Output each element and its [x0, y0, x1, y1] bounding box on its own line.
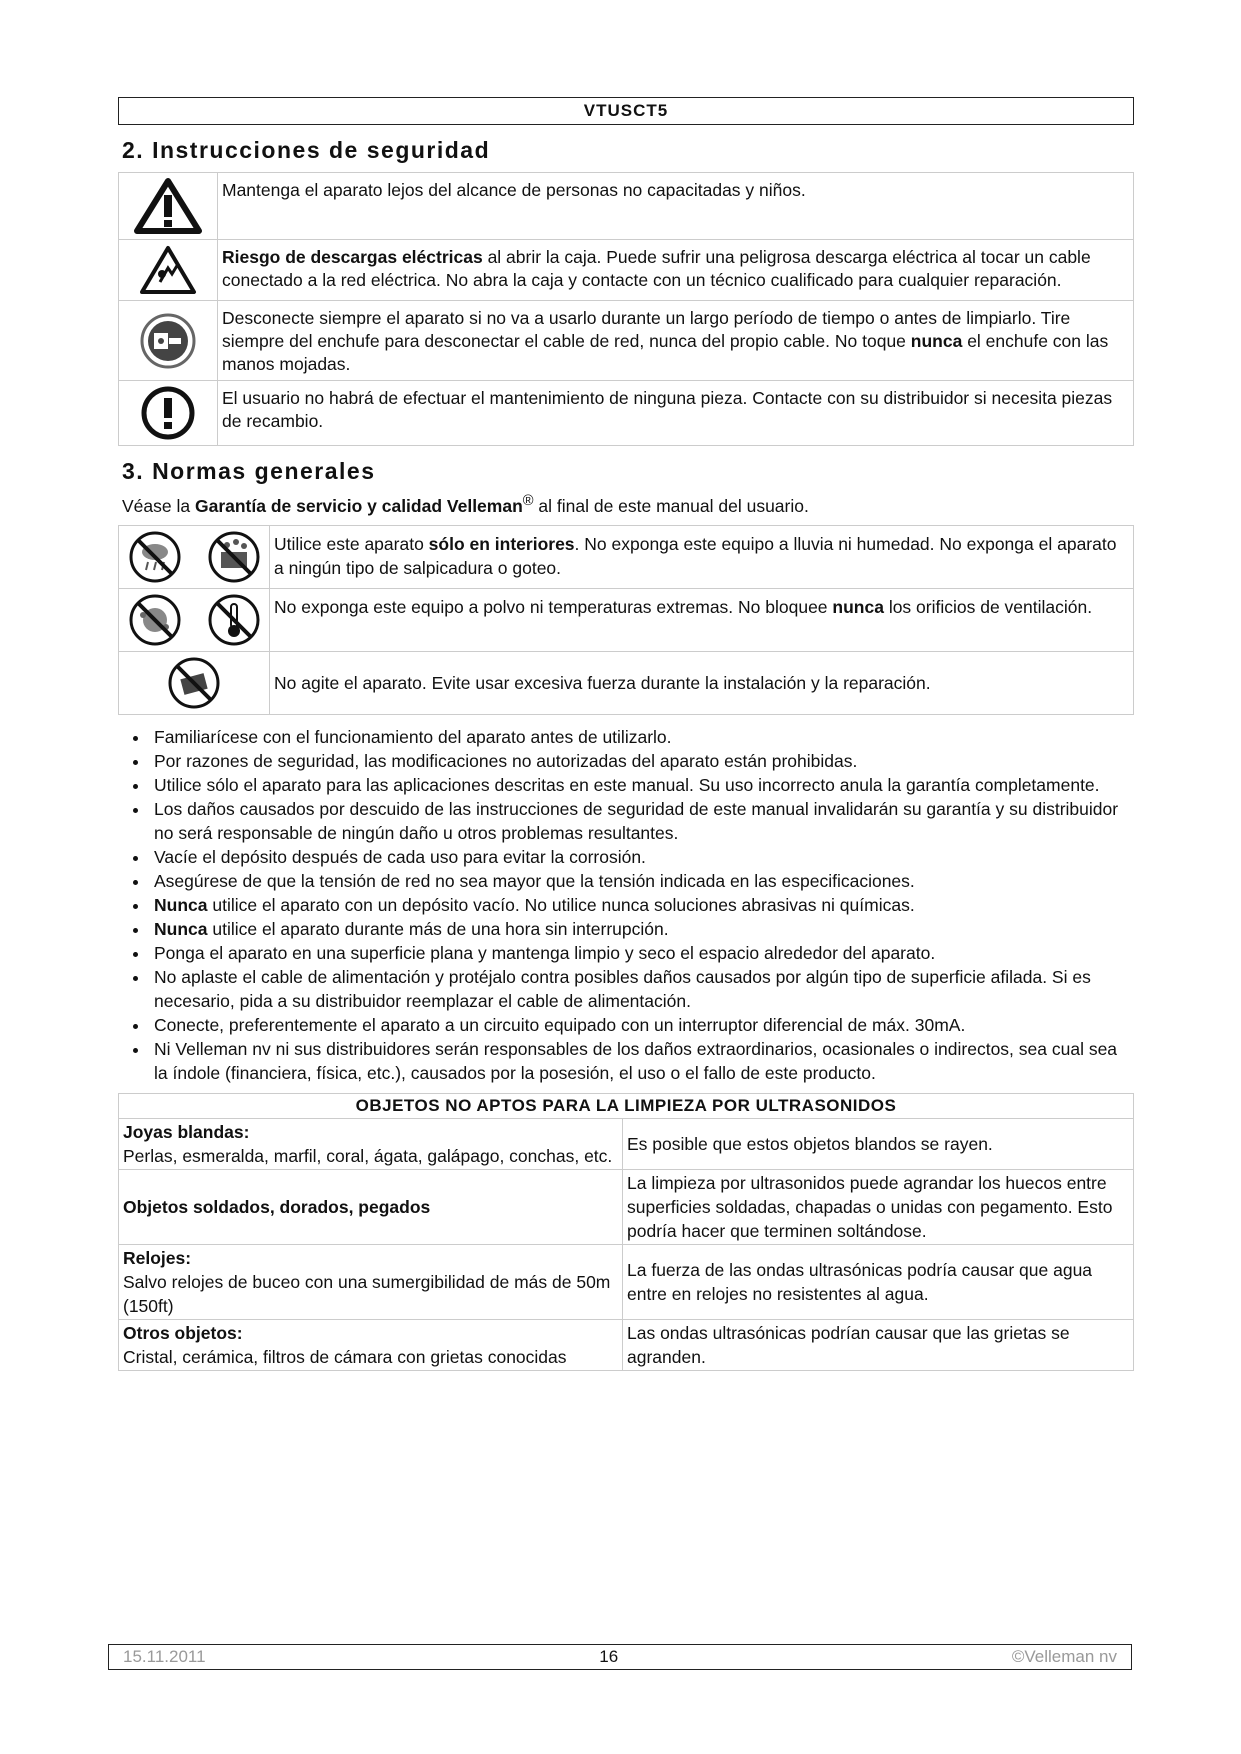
electric-shock-icon [138, 244, 198, 296]
list-item: • Utilice sólo el aparato para las aplicaciones descritas en este manual. Su uso incorrecto anula la garantía completamente. [150, 773, 1134, 797]
no-shaking-icon [167, 656, 221, 710]
footer-copyright: ©Velleman nv [1011, 1647, 1117, 1666]
list-item: • Conecte, preferentemente el aparato a un circuito equipado con un interruptor diferencial de máx. 30mA. [150, 1013, 1134, 1037]
safety-row [119, 240, 1134, 301]
footer-date: 15.11.2011 [123, 1647, 206, 1666]
unplug-icon [139, 312, 197, 370]
list-item: • No aplaste el cable de alimentación y protéjalo contra posibles daños causados por algún tipo de superficie afilada. Si es necesario, pida a su distribuidor reemplazar el cable de alimentación. [150, 965, 1134, 1013]
list-item: • Ponga el aparato en una superficie plana y mantenga limpio y seco el espacio alrededor del aparato. [150, 941, 1134, 965]
header-box [118, 97, 1134, 125]
table-row: Relojes: Salvo relojes de buceo con una sumergibilidad de más de 50m (150ft) La fuerza de las ondas ultrasónicas podría causar que agua entre en relojes no resistentes al agua. [119, 1244, 1134, 1319]
no-temperature-icon [207, 593, 261, 647]
safety-bold: Riesgo de descargas eléctricas [222, 247, 483, 267]
section3-title: 3. Normas generales [122, 458, 376, 484]
no-splash-icon [207, 530, 261, 584]
section3-intro: Véase la Garantía de servicio y calidad Velleman® al final de este manual del usuario. [122, 493, 809, 516]
list-item: • Por razones de seguridad, las modificaciones no autorizadas del aparato están prohibidas. [150, 749, 1134, 773]
list-item: • Vacíe el depósito después de cada uso para evitar la corrosión. [150, 845, 1134, 869]
table-row: Joyas blandas: Perlas, esmeralda, marfil, coral, ágata, galápago, conchas, etc. Es posible que estos objetos blandos se rayen. [119, 1118, 1134, 1169]
list-item: • Ni Velleman nv ni sus distribuidores serán responsables de los daños extraordinarios, ocasionales o indirectos, sea cual sea la índole (financiera, física, etc.), causados por la posesión, el uso o el fallo de este producto. [150, 1037, 1134, 1085]
list-item: • Nunca utilice el aparato durante más de una hora sin interrupción. [150, 917, 1134, 941]
safety-text: Desconecte siempre el aparato si no va a usarlo durante un largo período de tiempo o antes de limpiarlo. Tire siempre del enchufe para desconectar el cable de red, nunca del propio cable. No toque [222, 308, 1071, 351]
warranty-name: Garantía de servicio y calidad Velleman [194, 495, 523, 516]
page-number: 16 [599, 1647, 619, 1666]
footer [108, 1644, 1132, 1670]
general-bold: sólo en interiores [428, 533, 575, 554]
exclamation-circle-icon [140, 385, 196, 441]
safety-row [119, 301, 1134, 381]
objects-table-title: OBJETOS NO APTOS PARA LA LIMPIEZA POR ULTRASONIDOS [119, 1093, 1134, 1118]
safety-text: Mantenga el aparato lejos del alcance de personas no capacitadas y niños. [222, 180, 806, 200]
safety-row [119, 381, 1134, 446]
list-item: • Familiarícese con el funcionamiento del aparato antes de utilizarlo. [150, 725, 1134, 749]
bullet-list [118, 725, 1134, 1085]
general-row: Utilice este aparato sólo en interiores. No exponga este equipo a lluvia ni humedad. No exponga el aparato a ningún tipo de salpicadura o goteo. [119, 525, 1134, 588]
safety-row [119, 173, 1134, 240]
table-row: Otros objetos: Cristal, cerámica, filtros de cámara con grietas conocidas Las ondas ultrasónicas podrían causar que las grietas se agranden. [119, 1319, 1134, 1370]
general-table [118, 525, 1134, 715]
safety-text: El usuario no habrá de efectuar el mantenimiento de ninguna pieza. Contacte con su distribuidor si necesita piezas de recambio. [222, 388, 1113, 431]
safety-text: al abrir la caja. Puede sufrir una peligrosa descarga eléctrica al tocar un cable conectado a la red eléctrica. No abra la caja y contacte con un técnico cualificado para cualquier reparación. [222, 247, 1091, 290]
page [118, 97, 1134, 1371]
safety-text: el enchufe con las manos mojadas. [222, 331, 1109, 374]
no-rain-icon [128, 530, 182, 584]
safety-bold: nunca [910, 331, 963, 351]
objects-table [118, 1093, 1134, 1371]
list-item: • Nunca utilice el aparato con un depósito vacío. No utilice nunca soluciones abrasivas ni químicas. [150, 893, 1134, 917]
list-item: • Asegúrese de que la tensión de red no sea mayor que la tensión indicada en las especificaciones. [150, 869, 1134, 893]
general-bold: nunca [832, 596, 884, 617]
general-row: No exponga este equipo a polvo ni temperaturas extremas. No bloquee nunca los orificios de ventilación. [119, 588, 1134, 651]
general-row: No agite el aparato. Evite usar excesiva fuerza durante la instalación y la reparación. [119, 651, 1134, 714]
section2-title: 2. Instrucciones de seguridad [122, 137, 491, 163]
warning-triangle-icon [133, 177, 203, 235]
model-name: VTUSCT5 [583, 101, 669, 120]
table-row: Objetos soldados, dorados, pegados La limpieza por ultrasonidos puede agrandar los huecos entre superficies soldadas, chapadas o unidas con pegamento. Esto podría hacer que terminen soltándose. [119, 1169, 1134, 1244]
safety-table [118, 172, 1134, 446]
list-item: • Los daños causados por descuido de las instrucciones de seguridad de este manual invalidarán su garantía y su distribuidor no será responsable de ningún daño u otros problemas resultantes. [150, 797, 1134, 845]
no-dust-icon [128, 593, 182, 647]
